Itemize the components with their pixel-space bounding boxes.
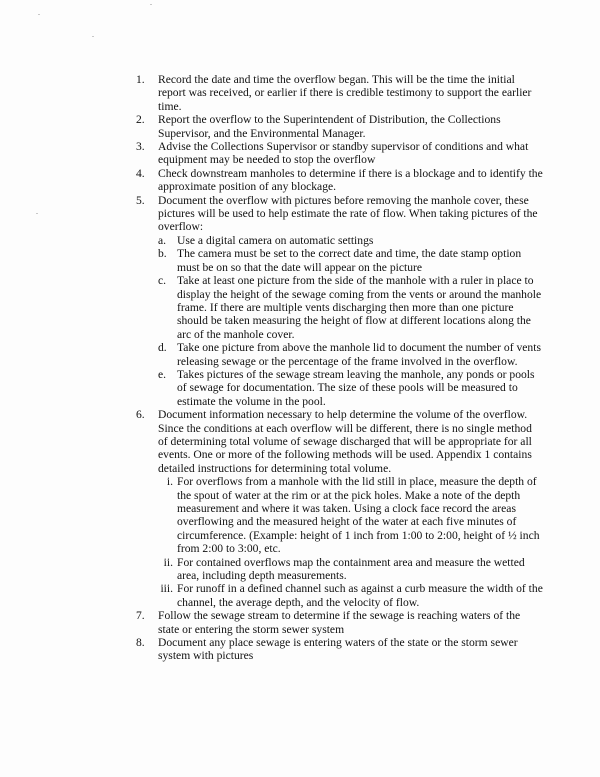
roman-sub-item [137,582,543,609]
sub-item-text: Take one picture from above the manhole lid to document the number of vents releasing sewage or the percentage of the frame involved in the overflow. [177,341,541,368]
item-text: Follow the sewage stream to determine if the sewage is reaching waters of the state or entering the storm sewer system [158,609,521,636]
roman-sub-item [137,556,543,583]
sub-item-letter: c. [158,274,167,288]
item-number: 2. [136,113,145,127]
list-item [131,167,543,194]
roman-sub-item-text: For runoff in a defined channel such as against a curb measure the width of the channel, the average depth, and the velocity of flow. [177,582,543,609]
scan-speck [92,36,94,37]
sub-item-letter: a. [158,233,167,247]
item-text: Record the date and time the overflow began. This will be the time the initial report was received, or earlier if there is credible testimony to support the earlier time. [158,73,532,113]
item-number: 4. [136,166,145,180]
list-item [131,140,543,167]
item-number: 5. [136,193,145,207]
sub-item-text: Takes pictures of the sewage stream leaving the manhole, any ponds or pools of sewage for documentation. The size of these pools will be measured to estimate the volume in the pool. [177,367,535,408]
list-item [131,113,543,140]
list-item [131,73,543,113]
item-number: 7. [136,609,145,623]
instruction-list [131,73,543,663]
roman-numeral: iii. [160,582,173,596]
roman-sub-item-text: For contained overflows map the containment area and measure the wetted area, including depth measurements. [177,555,525,583]
sub-item-letter: e. [158,367,167,381]
item-text: Document information necessary to help determine the volume of the overflow. Since the conditions at each overflow will be different, there is no single method of determining total volume of sewage discharged that will be appropriate for all events. One or more of the following methods will be used. Appendix 1 contains detailed instructions for determining total volume. [158,408,532,475]
scan-speck [38,14,40,15]
sub-item-text: Take at least one picture from the side of the manhole with a ruler in place to display the height of the sewage coming from the vents or around the manhole frame. If there are multiple vents discharging then more than one picture should be taken measuring the height of flow at different locations along the arc of the manhole cover. [177,274,542,341]
item-number: 3. [136,140,145,154]
scan-speck [150,4,152,5]
item-number: 1. [136,73,145,86]
item-text: Report the overflow to the Superintendent of Distribution, the Collections Supervisor, and the Environmental Manager. [158,113,501,140]
item-number: 6. [136,408,145,422]
sub-item-text: Use a digital camera on automatic settings [177,233,374,247]
roman-numeral: ii. [163,555,173,569]
sub-item [158,234,543,247]
roman-sub-list [137,475,543,609]
sub-item-letter: d. [158,341,167,355]
item-text: Advise the Collections Supervisor or standby supervisor of conditions and what equipment may be needed to stop the overflow [158,140,529,167]
list-item [131,609,543,636]
item-text: Document any place sewage is entering waters of the state or the storm sewer system with pictures [158,636,518,663]
sub-list [158,234,543,408]
roman-numeral: i. [166,475,173,489]
list-item [131,408,543,609]
list-item [131,636,543,663]
sub-item-letter: b. [158,247,167,261]
list-item [131,194,543,409]
roman-sub-item [137,475,543,555]
sub-item-text: The camera must be set to the correct date and time, the date stamp option must be on so that the date will appear on the picture [177,247,522,274]
roman-sub-item-text: For overflows from a manhole with the lid still in place, measure the depth of the spout of water at the rim or at the pick holes. Make a note of the depth measurement and where it was taken. Using a clock face record the areas overflowing and the measured height of the water at each five minutes of circumference. (Example: height of 1 inch from 1:00 to 2:00, height of ½ inch from 2:00 to 3:00, etc. [177,475,540,556]
item-number: 8. [136,636,145,650]
item-text: Check downstream manholes to determine if there is a blockage and to identify the approximate position of any blockage. [158,166,543,194]
item-text: Document the overflow with pictures before removing the manhole cover, these pictures will be used to help estimate the rate of flow. When taking pictures of the overflow: [158,193,538,234]
sub-item [158,341,543,368]
sub-item [158,274,543,341]
sub-item [158,247,543,274]
scan-speck [36,213,38,214]
sub-item [158,368,543,408]
